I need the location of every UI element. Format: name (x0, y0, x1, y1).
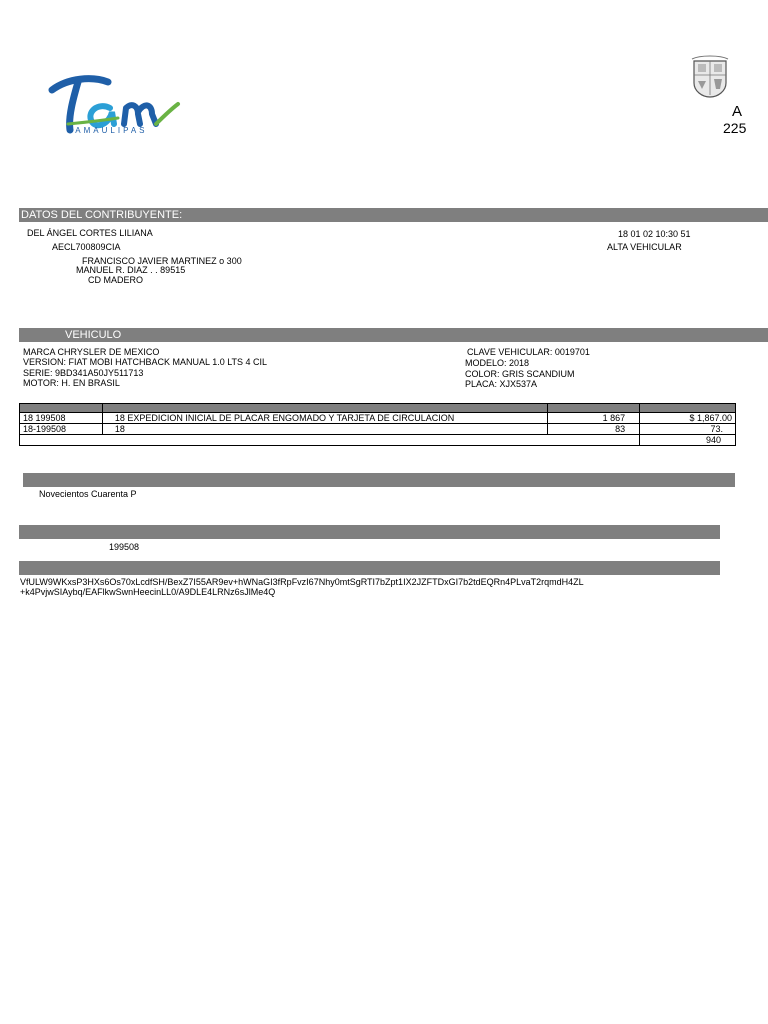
table-header-row (20, 404, 736, 413)
row-importe: $ 1,867.00 (640, 413, 736, 424)
contribuyente-nombre: DEL ÁNGEL CORTES LILIANA (27, 228, 153, 238)
vehiculo-placa: PLACA: XJX537A (465, 379, 538, 389)
row-cantidad: 1 867 (548, 413, 640, 424)
row-descripcion: 18 (102, 424, 548, 435)
row-descripcion: 18 EXPEDICION INICIAL DE PLACAR ENGOMADO Y TARJETA DE CIRCULACION (102, 413, 548, 424)
contribuyente-ciudad: CD MADERO (88, 275, 144, 285)
vehiculo-motor: MOTOR: H. EN BRASIL (23, 378, 120, 388)
tamaulipas-logo (48, 72, 182, 142)
fecha-hora: 18 01 02 10:30 51 (618, 229, 691, 239)
vehiculo-modelo: MODELO: 2018 (465, 358, 530, 368)
total-importe: 940 (640, 435, 736, 446)
sello-line-2: +k4PvjwSIAybq/EAFlkwSwnHeecinLL0/A9DLE4LRNz6sJlMe4Q (20, 587, 276, 597)
row-ref: 18-199508 (20, 424, 103, 435)
vehiculo-clave: CLAVE VEHICULAR: 0019701 (467, 347, 590, 357)
row-ref: 18 199508 (20, 413, 103, 424)
table-row (20, 413, 736, 424)
table-header-cell (102, 404, 548, 413)
coat-of-arms-icon (690, 55, 730, 99)
table-row (20, 424, 736, 435)
contribuyente-rfc: AECL700809CIA (52, 242, 121, 252)
table-header-cell (20, 404, 103, 413)
vehiculo-version: VERSION: FIAT MOBI HATCHBACK MANUAL 1.0 LTS 4 CIL (23, 357, 268, 367)
folio-number: 225 (723, 120, 747, 136)
contribuyente-calle: FRANCISCO JAVIER MARTINEZ o 300 (82, 256, 242, 266)
vehiculo-marca: MARCA CHRYSLER DE MEXICO (23, 347, 160, 357)
table-total-row (20, 435, 736, 446)
vehiculo-header-bar (19, 328, 768, 342)
logo-subtext: TAMAULIPAS (68, 126, 148, 135)
total-spacer (20, 435, 640, 446)
contribuyente-title: DATOS DEL CONTRIBUYENTE: (21, 209, 183, 221)
tipo-tramite: ALTA VEHICULAR (607, 242, 682, 252)
folio-series: A (732, 103, 743, 120)
table-header-cell (548, 404, 640, 413)
sello-bar (19, 561, 720, 575)
table-header-cell (640, 404, 736, 413)
row-cantidad: 83 (548, 424, 640, 435)
sello-line-1: VfULW9WKxsP3HXs6Os70xLcdfSH/BexZ7I55AR9ev+hWNaGI3fRpFvzI67Nhy0mtSgRTI7bZpt1IX2JZFTDxGI7b2tdEQRn4PLvaT2rqmdH4ZL (20, 577, 584, 587)
vehiculo-title: VEHICULO (65, 329, 122, 341)
referencia-bar (19, 525, 720, 539)
importe-letra-bar (23, 473, 735, 487)
contribuyente-colonia: MANUEL R. DIAZ . . 89515 (76, 265, 186, 275)
vehiculo-serie: SERIE: 9BD341A50JY511713 (23, 368, 144, 378)
conceptos-table (19, 403, 736, 446)
referencia-value: 199508 (109, 542, 140, 552)
vehiculo-color: COLOR: GRIS SCANDIUM (465, 369, 575, 379)
row-importe: 73. (640, 424, 736, 435)
importe-letra: Novecientos Cuarenta P (39, 489, 137, 499)
contribuyente-header-bar (19, 208, 768, 222)
